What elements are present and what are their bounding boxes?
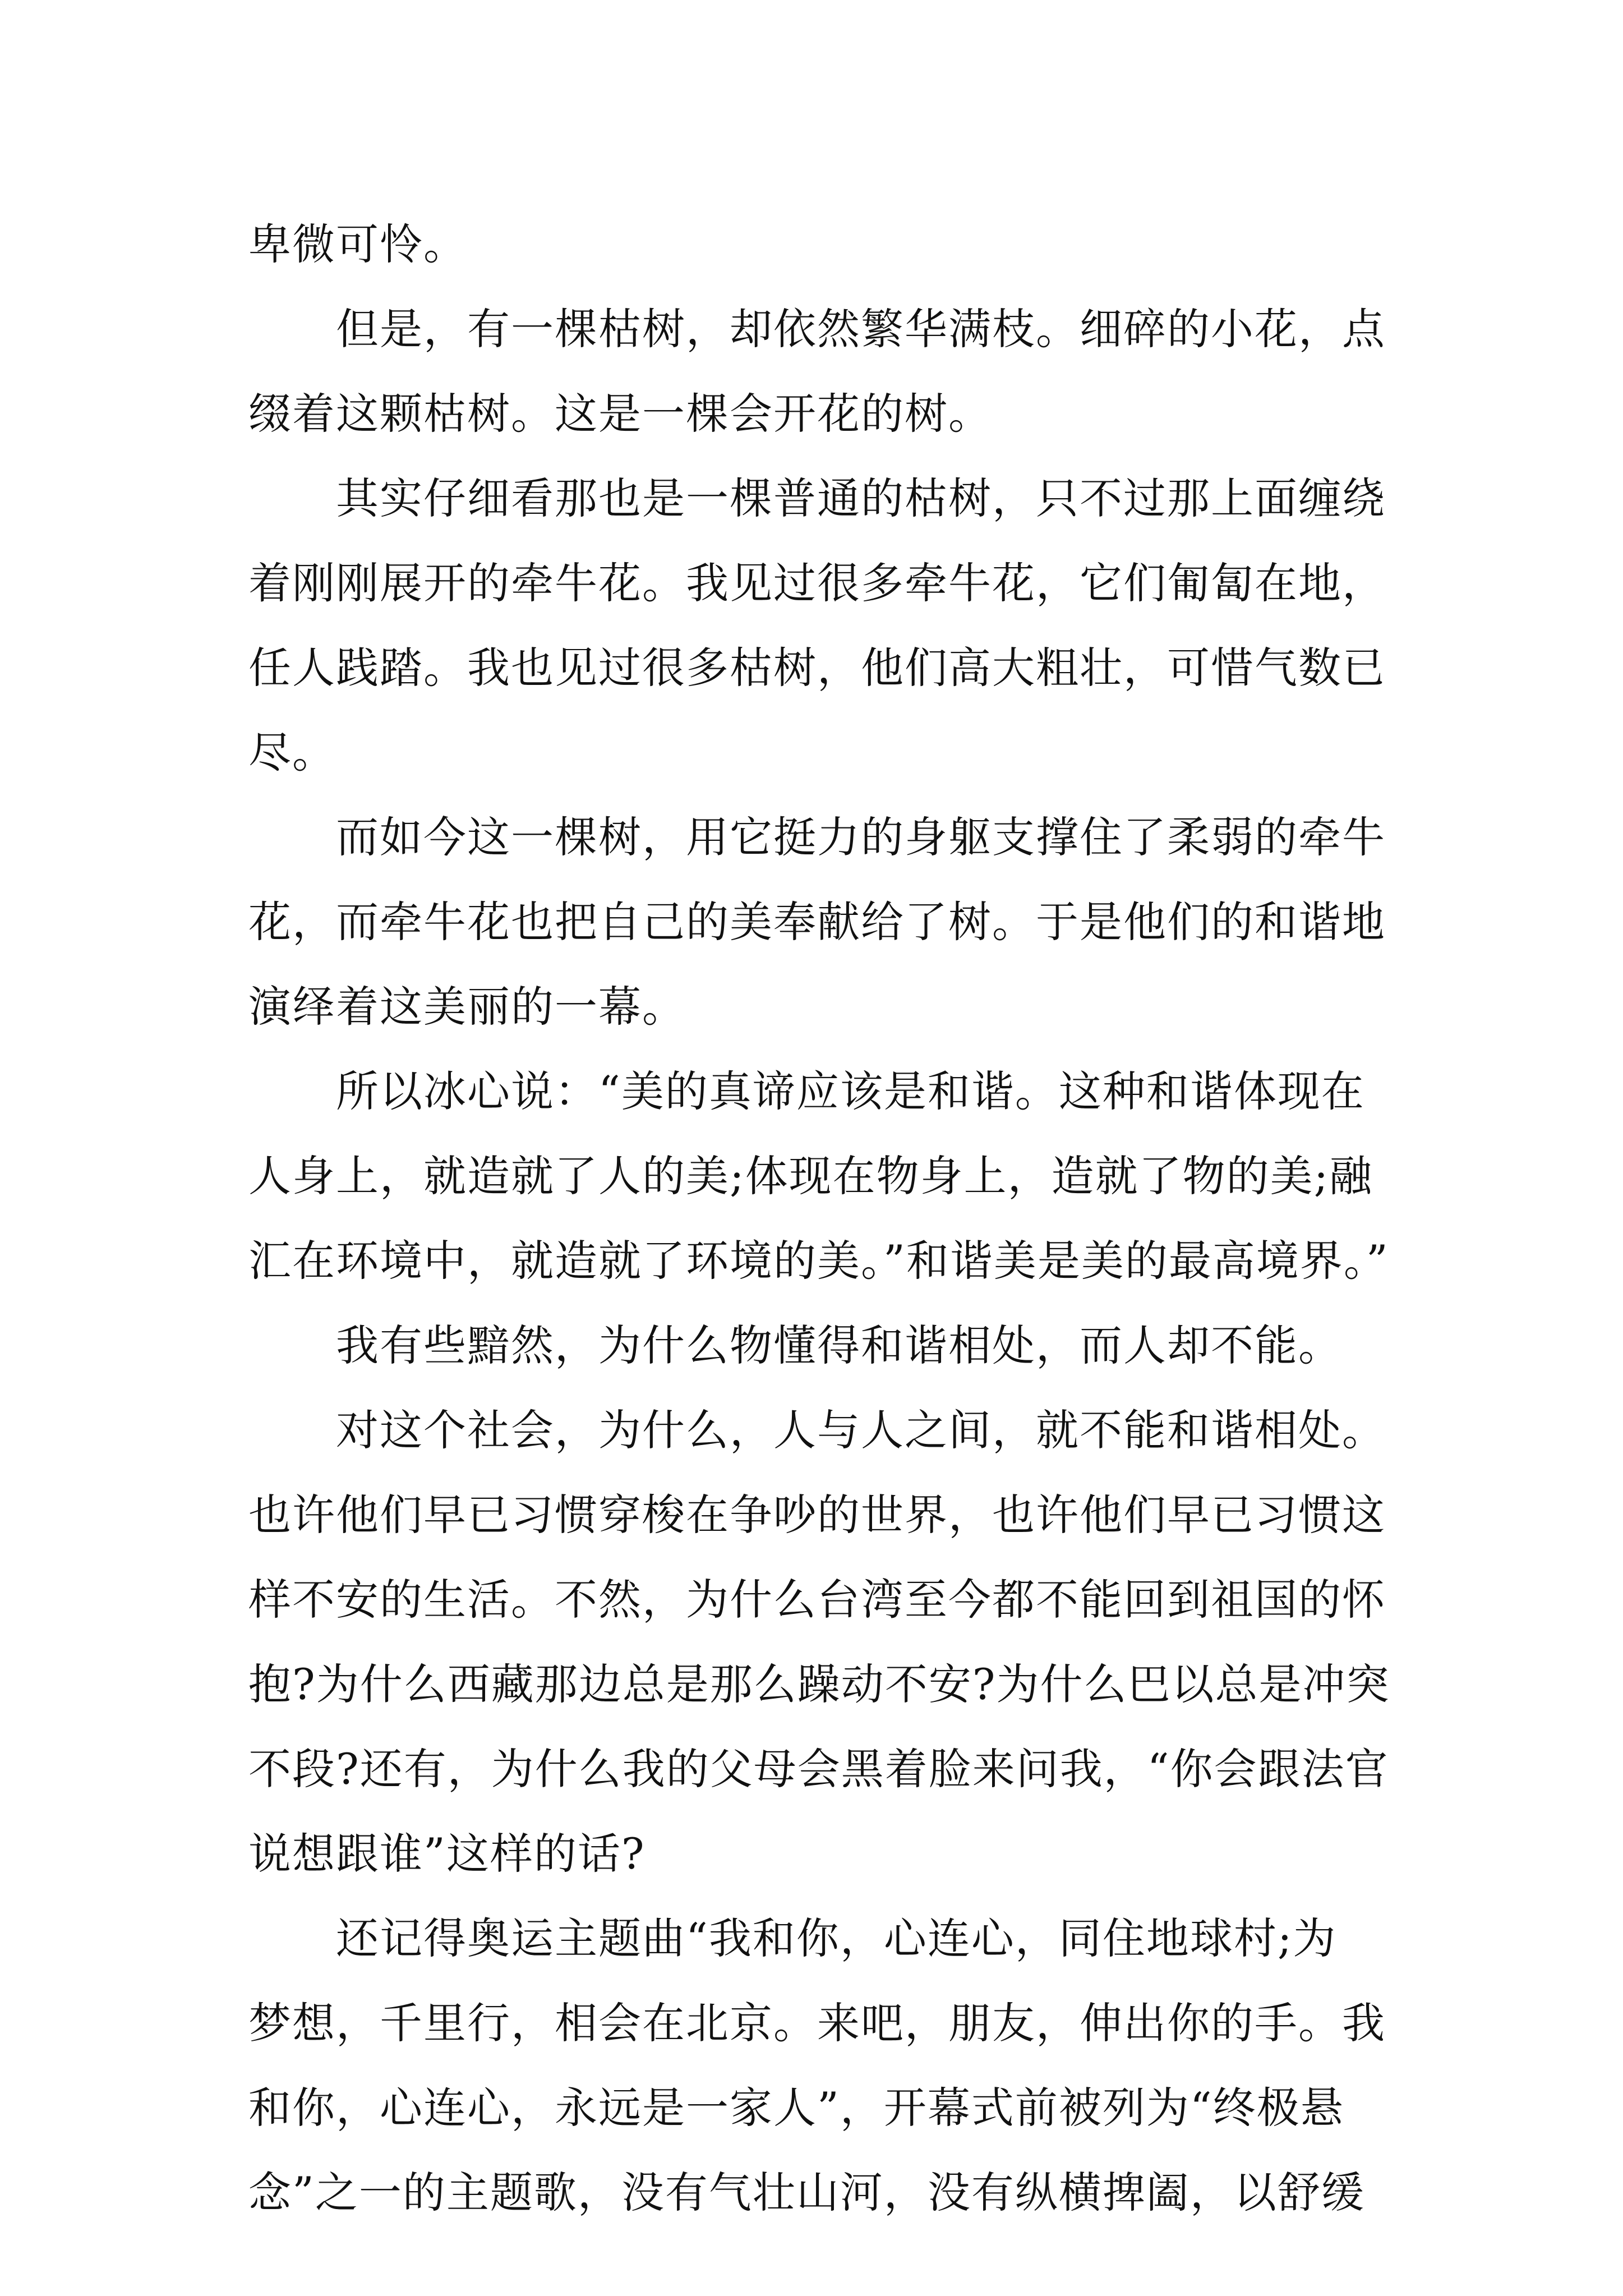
text-line: 汇在环境中，就造就了环境的美。”和谐美是美的最高境界。” [248, 1236, 1389, 1286]
text-line: 缀着这颗枯树。这是一棵会开花的树。 [248, 389, 992, 439]
text-line: 着刚刚展开的牵牛花。我见过很多牵牛花，它们匍匐在地， [248, 558, 1386, 608]
text-line: 也许他们早已习惯穿梭在争吵的世界，也许他们早已习惯这 [248, 1490, 1386, 1540]
text-line: 说想跟谁”这样的话? [248, 1829, 645, 1879]
paragraph-start-line: 还记得奥运主题曲“我和你，心连心，同住地球村;为 [336, 1913, 1337, 1963]
text-line: 抱?为什么西藏那边总是那么躁动不安?为什么巴以总是冲突 [248, 1659, 1390, 1709]
document-body [248, 202, 1390, 2235]
text-line: 演绎着这美丽的一幕。 [248, 982, 686, 1032]
text-line: 卑微可怜。 [248, 219, 467, 269]
paragraph-start-line: 对这个社会，为什么，人与人之间，就不能和谐相处。 [336, 1405, 1386, 1455]
text-line: 任人践踏。我也见过很多枯树，他们高大粗壮，可惜气数已 [248, 643, 1386, 693]
text-line: 样不安的生活。不然，为什么台湾至今都不能回到祖国的怀 [248, 1575, 1386, 1625]
text-line: 人身上，就造就了人的美;体现在物身上，造就了物的美;融 [248, 1151, 1373, 1201]
paragraph-start-line: 其实仔细看那也是一棵普通的枯树，只不过那上面缠绕 [336, 473, 1386, 523]
text-line: 花，而牵牛花也把自己的美奉献给了树。于是他们的和谐地 [248, 897, 1386, 947]
paragraph-start-line: 所以冰心说：“美的真谛应该是和谐。这种和谐体现在 [336, 1066, 1365, 1116]
text-line: 尽。 [248, 728, 336, 777]
paragraph-start-line: 我有些黯然，为什么物懂得和谐相处，而人却不能。 [336, 1320, 1342, 1370]
text-line: 梦想，千里行，相会在北京。来吧，朋友，伸出你的手。我 [248, 1998, 1386, 2048]
text-line: 和你，心连心，永远是一家人”，开幕式前被列为“终极悬 [248, 2083, 1344, 2133]
text-line: 不段?还有，为什么我的父母会黑着脸来问我，“你会跟法官 [248, 1744, 1389, 1794]
text-line: 念”之一的主题歌，没有气壮山河，没有纵横捭阖，以舒缓 [248, 2168, 1365, 2217]
paragraph-start-line: 但是，有一棵枯树，却依然繁华满枝。细碎的小花，点 [336, 304, 1386, 354]
paragraph-start-line: 而如今这一棵树，用它挺力的身躯支撑住了柔弱的牵牛 [336, 812, 1386, 862]
